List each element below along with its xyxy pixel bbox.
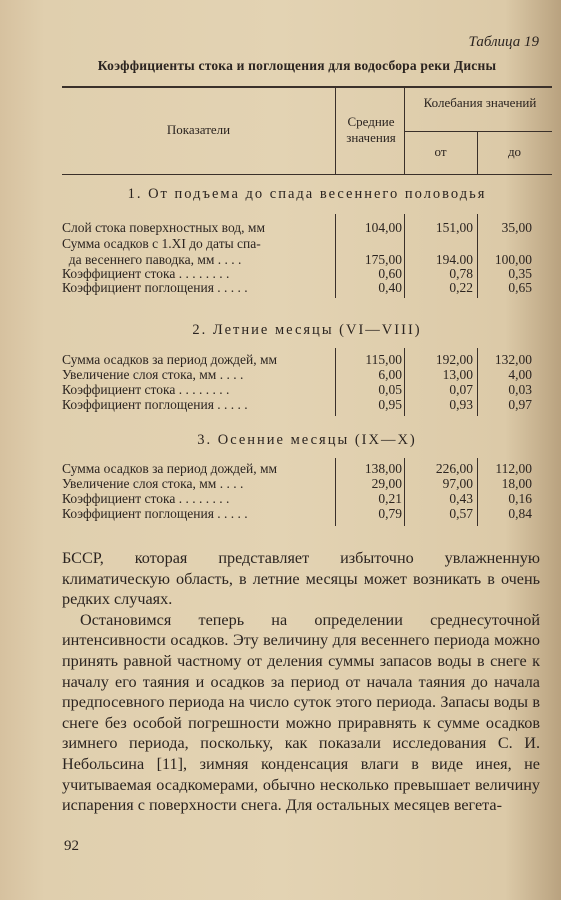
row-to: 0,35 (508, 266, 532, 281)
row-label: Коэффициент стока . . . . . . . . (62, 266, 230, 281)
row-to: 0,65 (508, 280, 532, 295)
row-mean: 0,40 (378, 280, 402, 295)
paragraph: Остановимся теперь на определении среднесуточной интенсивности осадков. Эту величину для весеннего периода можно принять равной частному от деления суммы запасов воды в снеге к началу его таяния и осадков за период от начала таяния до начала предпосевного периода на число суток этого периода. Запасы воды в снеге без особой погрешности можно приравнять к сумме осадков зимнего периода, поскольку, как показали исследования С. И. Небольсина [11], зимняя конденсация влаги в виде инея, не учитываемая осадкомерами, обычно несколько превышает величину испарения с поверхности снега. Для остальных месяцев вегета- (62, 610, 540, 815)
row-label: Увеличение слоя стока, мм . . . . (62, 367, 244, 382)
row-label: Увеличение слоя стока, мм . . . . (62, 476, 244, 491)
row-to: 0,16 (508, 491, 532, 506)
row-mean: 175,00 (364, 252, 402, 267)
row-from: 192,00 (435, 352, 473, 367)
table-row (62, 476, 552, 492)
row-from: 0,78 (449, 266, 473, 281)
row-to: 0,03 (508, 382, 532, 397)
header-fluctuations: Колебания значений (423, 95, 537, 110)
row-mean: 0,79 (378, 506, 402, 521)
row-mean: 0,95 (378, 397, 402, 412)
row-mean: 104,00 (364, 220, 402, 235)
table-row (62, 236, 552, 252)
section-title: 1. От подъема до спада весеннего половодья (127, 186, 487, 202)
body-text (62, 548, 540, 816)
header-vline-1 (335, 86, 336, 174)
row-from: 0,43 (449, 491, 473, 506)
row-label: Коэффициент поглощения . . . . . (62, 506, 248, 521)
row-to: 132,00 (494, 352, 532, 367)
row-from: 0,93 (449, 397, 473, 412)
table-top-rule (62, 86, 552, 88)
paragraph: БССР, которая представляет избыточно увлажненную климатическую область, в летние месяцы может возникать в очень редких случаях. (62, 549, 540, 609)
row-label: Сумма осадков с 1.XI до даты спа- (62, 236, 261, 251)
table-row (62, 220, 552, 236)
row-from: 97,00 (442, 476, 473, 491)
row-from: 226,00 (435, 461, 473, 476)
table-row (62, 397, 552, 413)
row-to: 35,00 (501, 220, 532, 235)
row-to: 0,84 (508, 506, 532, 521)
table-row (62, 382, 552, 398)
row-label: Коэффициент поглощения . . . . . (62, 280, 248, 295)
row-mean: 29,00 (371, 476, 402, 491)
row-from: 0,07 (449, 382, 473, 397)
header-hline-fluct (404, 131, 552, 132)
header-to: до (507, 144, 522, 159)
row-mean: 115,00 (365, 352, 402, 367)
row-to: 18,00 (501, 476, 532, 491)
row-label: Коэффициент стока . . . . . . . . (62, 382, 230, 397)
row-to: 112,00 (495, 461, 532, 476)
table-header-bottom-rule (62, 174, 552, 175)
section-title: 3. Осенние месяцы (IX—X) (197, 432, 417, 448)
page-number: 92 (64, 838, 79, 854)
section-title: 2. Летние месяцы (VI—VIII) (192, 322, 422, 338)
table-row (62, 367, 552, 383)
row-from: 194.00 (435, 252, 473, 267)
row-to: 0,97 (508, 397, 532, 412)
row-from: 151,00 (435, 220, 473, 235)
row-label: Коэффициент поглощения . . . . . (62, 397, 248, 412)
header-indicators: Показатели (166, 122, 231, 137)
row-to: 100,00 (494, 252, 532, 267)
row-from: 13,00 (442, 367, 473, 382)
row-mean: 138,00 (364, 461, 402, 476)
row-mean: 0,05 (378, 382, 402, 397)
row-to: 4,00 (508, 367, 532, 382)
row-mean: 6,00 (378, 367, 402, 382)
row-label: да весеннего паводка, мм . . . . (62, 252, 242, 267)
table-row (62, 491, 552, 507)
table-row (62, 280, 552, 296)
row-mean: 0,21 (378, 491, 402, 506)
table-title: Коэффициенты стока и поглощения для водосбора реки Дисны (97, 58, 497, 73)
header-vline-2 (404, 86, 405, 174)
row-label: Сумма осадков за период дождей, мм (62, 461, 278, 476)
table-row (62, 352, 552, 368)
table-number: Таблица 19 (468, 34, 539, 50)
row-mean: 0,60 (378, 266, 402, 281)
row-from: 0,22 (449, 280, 473, 295)
row-label: Слой стока поверхностных вод, мм (62, 220, 266, 235)
table-row (62, 506, 552, 522)
row-label: Сумма осадков за период дождей, мм (62, 352, 278, 367)
row-from: 0,57 (449, 506, 473, 521)
table-row (62, 461, 552, 477)
header-mean-values: Средние значения (346, 114, 396, 145)
row-label: Коэффициент стока . . . . . . . . (62, 491, 230, 506)
header-from: от (434, 144, 447, 159)
